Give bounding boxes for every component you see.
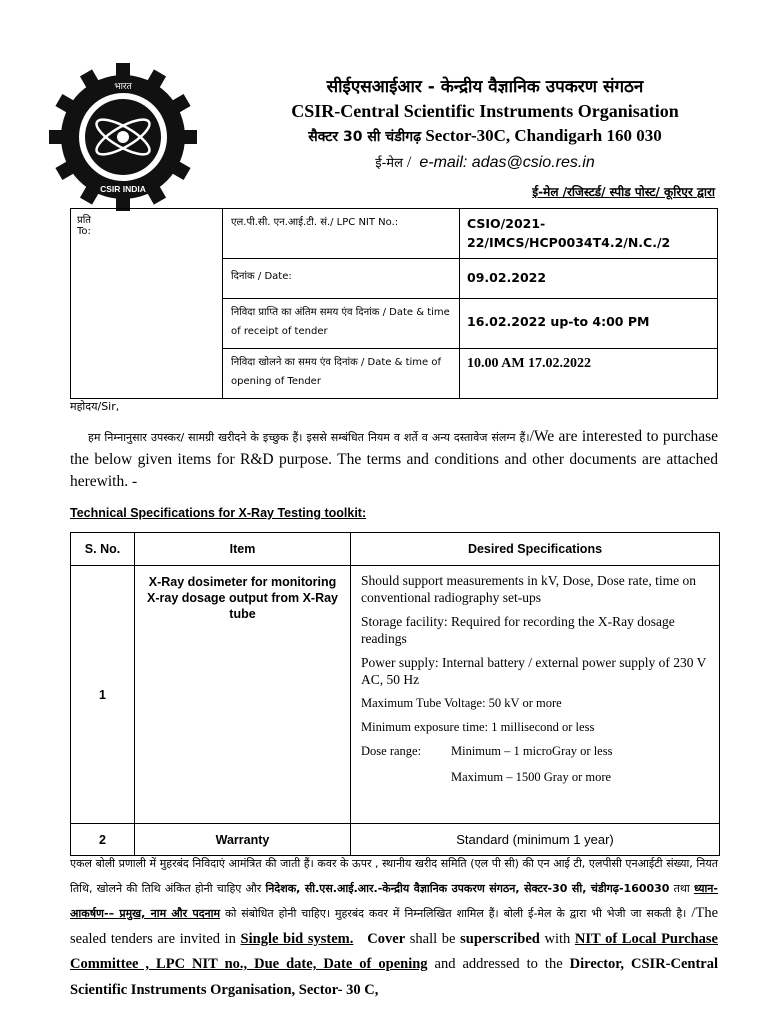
header-item: Item: [135, 533, 351, 566]
intro-hindi: हम निम्नानुसार उपस्कर/ सामग्री खरीदने के इच्छुक हैं। इससे सम्बंधित नियम व शर्ते व अन्य दस्तावेज संलग्न हैं।: [88, 431, 530, 444]
logo-text-bottom: CSIR INDIA: [100, 184, 146, 194]
spec-line: Should support measurements in kV, Dose, Dose rate, time on conventional radiography set-ups: [361, 573, 696, 605]
opening-time-label: निविदा खोलने का समय एंव दिनांक / Date & time of opening of Tender: [223, 349, 460, 399]
post-mode: ई-मेल /रजिस्टर्ड/ स्पीड पोस्ट/ कूरिएर द्वारा: [532, 185, 715, 199]
receipt-time-label: निविदा प्राप्ति का अंतिम समय एंव दिनांक / Date & time of receipt of tender: [223, 299, 460, 349]
closing-hindi-2: तथा: [669, 881, 694, 895]
closing-en-cover: Cover: [367, 930, 406, 947]
closing-en-bid-system: Single bid system.: [240, 930, 354, 947]
date-label: दिनांक / Date:: [223, 259, 460, 299]
spec-line: Minimum exposure time: 1 millisecond or less: [361, 720, 595, 734]
closing-hindi-address: निदेशक, सी.एस.आई.आर.-केन्द्रीय वैज्ञानिक उपकरण संगठन, सेक्टर-30 सी, चंडीगढ़-160030: [265, 881, 670, 895]
spec-line: Maximum Tube Voltage: 50 kV or more: [361, 696, 562, 710]
spec-line: Storage facility: Required for recording the X-Ray dosage readings: [361, 614, 675, 646]
nit-no-value: CSIO/2021-22/IMCS/HCP0034T4.2/N.C./2: [460, 209, 718, 259]
date-value: 09.02.2022: [460, 259, 718, 299]
dose-range: [361, 743, 709, 760]
to-label: To:: [77, 226, 91, 237]
row1-sno: 1: [71, 566, 135, 824]
email-separator: /: [402, 154, 420, 171]
header-spec: Desired Specifications: [351, 533, 720, 566]
closing-hindi-attention: ध्यान-आकर्षण-– प्रमुख, नाम और पदनाम: [70, 881, 718, 920]
spec-title: Technical Specifications for X-Ray Testing toolkit:: [70, 506, 367, 520]
spec-line: Power supply: Internal battery / external power supply of 230 V AC, 50 Hz: [361, 655, 707, 687]
opening-time-value: 10.00 AM 17.02.2022: [460, 349, 718, 399]
closing-en-3: shall be: [405, 930, 461, 947]
closing-paragraph: [70, 852, 718, 1003]
row2-sno: 2: [71, 824, 135, 856]
org-address: [200, 126, 770, 146]
to-label-hindi: प्रति: [77, 215, 91, 226]
spec-table: [70, 532, 720, 856]
salutation: महोदय/Sir,: [70, 400, 120, 413]
csir-logo: [48, 62, 198, 212]
nit-no-label: एल.पी.सी. एन.आई.टी. सं./ LPC NIT No.:: [223, 209, 460, 259]
closing-hindi-1: एकल बोली प्रणाली में मुहरबंद निविदाएं आमंत्रित की जाती हैं। कवर के ऊपर , स्थानीय खरीद समिति (एल पी सी) की एन आई टी, एलपीसी एनआईटी संख्या, नियत तिथि, खोलने की तिथि अंकित होनी चाहिए और: [70, 857, 718, 895]
header-sno: S. No.: [71, 533, 135, 566]
closing-en-director: Director, CSIR-Central Scientific Instruments Organisation, Sector- 30 C,: [70, 956, 719, 998]
row1-item: X-Ray dosimeter for monitoring X-ray dosage output from X-Ray tube: [135, 566, 351, 824]
row1-specs: [351, 566, 720, 824]
closing-en-superscribed: superscribed: [460, 930, 540, 947]
org-name: CSIR-Central Scientific Instruments Organisation: [291, 101, 679, 121]
dose-range-max: Maximum – 1500 Gray or more: [451, 770, 612, 784]
org-email: [200, 153, 770, 172]
table-row: [71, 824, 720, 856]
row2-item: Warranty: [135, 824, 351, 856]
row2-spec: Standard (minimum 1 year): [351, 824, 720, 856]
to-cell: [71, 209, 223, 399]
dose-range-min: Minimum – 1 microGray or less: [451, 744, 613, 758]
closing-en-nit: NIT of Local Purchase Committee , LPC NIT no., Due date, Date of opening: [70, 930, 718, 972]
closing-en-5: and addressed to the: [427, 956, 570, 972]
closing-en-4: with: [539, 930, 575, 947]
intro-english: /We are interested to purchase the below given items for R&D purpose. The terms and conditions and other documents are attached herewith. -: [70, 428, 718, 490]
email-address[interactable]: e-mail: adas@csio.res.in: [419, 154, 595, 171]
email-hindi-label: ई-मेल: [375, 156, 403, 171]
address-english: Sector-30C, Chandigarh 160 030: [425, 126, 662, 145]
nit-info-table: [70, 208, 718, 399]
logo-text-top: भारत: [114, 82, 132, 92]
receipt-time-value: 16.02.2022 up-to 4:00 PM: [460, 299, 718, 349]
address-hindi: सैक्टर 30 सी चंडीगढ़: [308, 129, 422, 145]
closing-hindi-3: को संबोधित होनी चाहिए। मुहरबंद कवर में निम्नलिखित शामिल हैं। बोली ई-मेल के द्वारा भी भेजी जा सकती है।: [220, 907, 687, 920]
table-row: [71, 566, 720, 824]
closing-en-2: [353, 931, 367, 947]
dose-range-label: Dose range:: [361, 744, 422, 758]
closing-en-1: /The sealed tenders are invited in: [70, 905, 718, 947]
intro-paragraph: [70, 426, 718, 493]
org-name-hindi: सीईएसआईआर - केन्द्रीय वैज्ञानिक उपकरण संगठन: [326, 77, 644, 97]
